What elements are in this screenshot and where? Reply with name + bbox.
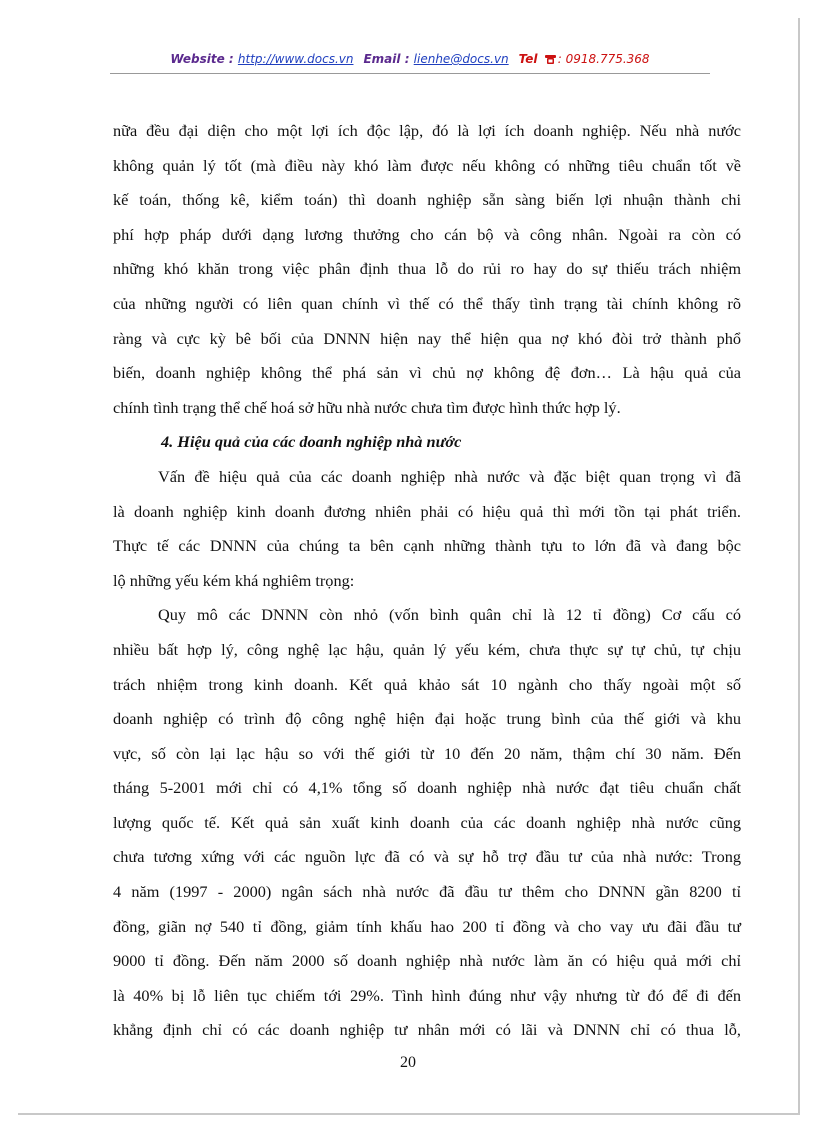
tel-number: : 0918.775.368 [557, 52, 650, 66]
email-link[interactable]: lienhe@docs.vn [413, 52, 509, 66]
text-line: vực, số còn lại lạc hậu so với thế giới từ 10 đến 20 năm, thậm chí 30 năm. Đến [113, 743, 741, 763]
text-line: đồng, giãn nợ 540 tỉ đồng, giảm tính khấu hao 200 tỉ đồng và cho vay ưu đãi đầu tư [113, 916, 741, 936]
text-line: doanh nghiệp có trình độ công nghệ hiện đại hoặc trung bình của thế giới và khu [113, 709, 741, 729]
text-line: lộ những yếu kém khá nghiêm trọng: [113, 570, 355, 590]
text-line: chính tình trạng thể chế hoá sở hữu nhà nước chưa tìm được hình thức hợp lý. [113, 397, 621, 417]
section-heading: 4. Hiệu quả của các doanh nghiệp nhà nước [161, 432, 462, 452]
text-line: Quy mô các DNNN còn nhỏ (vốn bình quân chỉ là 12 tỉ đồng) Cơ cấu có [158, 605, 741, 625]
text-line: tháng 5-2001 mới chỉ có 4,1% tổng số doanh nghiệp nhà nước đạt tiêu chuẩn chất [113, 778, 741, 798]
text-line: ràng và cực kỳ bê bối của DNNN hiện nay thể hiện qua nợ khó đòi trở thành phổ [113, 328, 741, 348]
text-line: là doanh nghiệp kinh doanh đương nhiên phải có hiệu quả thì mới tồn tại phát triển. [113, 501, 741, 521]
text-line: khẳng định chỉ có các doanh nghiệp tư nhân mới có lãi và DNNN chỉ có thua lỗ, [113, 1020, 741, 1040]
tel-label: Tel [518, 52, 542, 66]
page-shadow-bottom [18, 1113, 800, 1115]
page-shadow-right [798, 18, 800, 1114]
website-label: Website : [170, 52, 238, 66]
website-link[interactable]: http://www.docs.vn [237, 52, 354, 66]
text-line: nhiều bất hợp lý, công nghệ lạc hậu, quản lý yếu kém, chưa thực sự tự chủ, tự chịu [113, 639, 741, 659]
paragraph-1 [113, 114, 741, 425]
email-label: Email : [363, 52, 414, 66]
text-line: của những người có liên quan chính vì thế có thể thấy tình trạng tài chính không rõ [113, 293, 741, 313]
header-divider [110, 73, 710, 74]
text-line: 4 năm (1997 - 2000) ngân sách nhà nước đã đầu tư thêm cho DNNN gần 8200 tỉ [113, 882, 741, 902]
text-line: phí hợp pháp dưới dạng lương thưởng cho cán bộ và công nhân. Ngoài ra còn có [113, 224, 741, 244]
document-body [113, 114, 741, 1048]
text-line: những khó khăn trong việc phân định thua lỗ do rủi ro hay do sự thiếu trách nhiệm [113, 259, 741, 279]
text-line: Thực tế các DNNN của chúng ta bên cạnh những thành tựu to lớn đã và đang bộc [113, 536, 741, 556]
text-line: nữa đều đại diện cho một lợi ích độc lập, đó là lợi ích doanh nghiệp. Nếu nhà nước [113, 121, 741, 140]
text-line: Vấn đề hiệu quả của các doanh nghiệp nhà nước và đặc biệt quan trọng vì đã [158, 466, 741, 486]
text-line: chưa tương xứng với các nguồn lực đã có và sự hỗ trợ đầu tư của nhà nước: Trong [113, 847, 741, 867]
paragraph-2 [113, 460, 741, 598]
text-line: trách nhiệm trong kinh doanh. Kết quả khảo sát 10 ngành cho thấy ngoài một số [113, 674, 741, 694]
text-line: không quản lý tốt (mà điều này khó làm được nếu không có những tiêu chuẩn tốt về [113, 155, 741, 175]
page-number: 20 [400, 1054, 416, 1071]
page-header [110, 52, 710, 72]
text-line: kế toán, thống kê, kiểm toán) thì doanh nghiệp sẵn sàng biến lợi nhuận thành chi [113, 190, 741, 210]
telephone-icon [542, 52, 558, 66]
paragraph-3 [113, 598, 741, 1048]
text-line: biến, doanh nghiệp không thể phá sản vì chủ nợ không đệ đơn… Là hậu quả của [113, 363, 741, 383]
text-line: là 40% bị lỗ liên tục chiếm tới 29%. Tình hình đúng như vậy nhưng từ đó để đi đến [113, 985, 741, 1005]
text-line: lượng quốc tế. Kết quả sản xuất kinh doanh của các doanh nghiệp nhà nước cũng [113, 812, 741, 832]
text-line: 9000 tỉ đồng. Đến năm 2000 số doanh nghiệp nhà nước làm ăn có hiệu quả mới chỉ [113, 951, 741, 971]
